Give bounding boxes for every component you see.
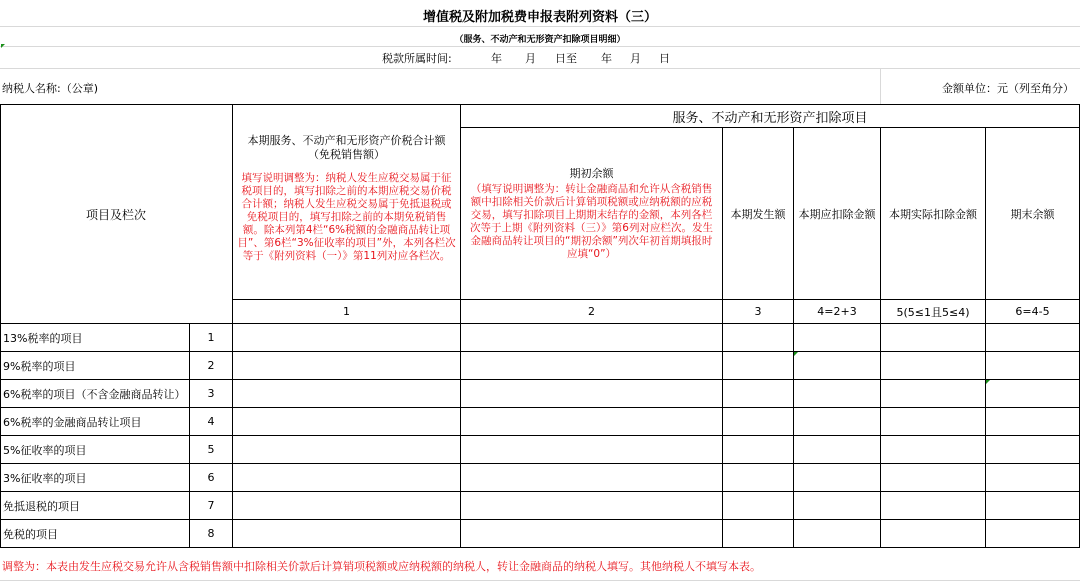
header-col2-title: 期初余额: [569, 167, 614, 180]
period-year1: 年: [491, 52, 502, 65]
period-month2: 月: [630, 52, 641, 65]
row-number: 1: [207, 331, 215, 344]
row-label: 13%税率的项目: [3, 331, 83, 345]
row-label: 免抵退税的项目: [3, 499, 80, 513]
col-number: 5(5≤1且5≤4): [896, 305, 970, 319]
row-label: 6%税率的项目（不含金融商品转让）: [3, 387, 186, 401]
amount-unit-label: 金额单位：元（列至角分）: [942, 82, 1074, 95]
row-number: 2: [207, 359, 215, 372]
cell-comment-marker: [794, 352, 798, 356]
header-group-deduction-items: 服务、不动产和无形资产扣除项目: [672, 110, 868, 126]
row-number: 5: [207, 443, 215, 456]
row-label: 免税的项目: [3, 527, 58, 541]
header-item-and-line: 项目及栏次: [85, 207, 146, 222]
col-number: 3: [754, 305, 762, 318]
footer-note: 调整为：本表由发生应税交易允许从含税销售额中扣除相关价款后计算销项税额或应纳税额的纳税人，转让金融商品的纳税人填写。其他纳税人不填写本表。: [2, 560, 761, 573]
col-number: 6=4-5: [1015, 305, 1050, 318]
period-label: 税款所属时间:: [382, 52, 452, 65]
header-col1-title: 本期服务、不动产和无形资产价税合计额（免税销售额）: [247, 134, 446, 161]
row-label: 3%征收率的项目: [3, 471, 87, 485]
row-label: 5%征收率的项目: [3, 443, 87, 457]
cell-comment-marker: [986, 380, 990, 384]
period-year2: 年: [601, 52, 612, 65]
form-subtitle: （服务、不动产和无形资产扣除项目明细）: [454, 35, 626, 45]
taxpayer-name-label: 纳税人名称:（公章): [2, 82, 98, 95]
col-number: 2: [588, 305, 595, 318]
col-number: 1: [343, 305, 350, 318]
header-col3: 本期发生额: [730, 207, 786, 221]
row-number: 3: [207, 387, 215, 400]
period-month1: 月: [525, 52, 536, 65]
row-label: 9%税率的项目: [3, 359, 76, 373]
row-number: 7: [207, 499, 215, 512]
form-title: 增值税及附加税费申报表附列资料（三）: [422, 10, 657, 25]
cell-comment-marker: [1, 44, 5, 48]
row-label: 6%税率的金融商品转让项目: [3, 415, 142, 429]
row-number: 8: [207, 527, 215, 540]
row-number: 6: [207, 471, 215, 484]
header-col6: 期末余额: [1010, 207, 1055, 221]
row-number: 4: [207, 415, 215, 428]
header-col2-note: （填写说明调整为：转让金融商品和允许从含税销售额中扣除相关价款后计算销项税额或应纳税额的应税交易，填写扣除项目上期期末结存的金额，本列各栏次等于上期《附列资料（三）》第6列对应栏次。发生金融商品转让项目的“期初余额”列次年初首期填报时应填“0”）: [470, 183, 713, 260]
header-col1-note: 填写说明调整为：纳税人发生应税交易属于征税项目的，填写扣除之前的本期应税交易价税合计额；纳税人发生应税交易属于免抵退税或免税项目的，填写扣除之前的本期免税销售额。除本列第4栏“6%税额的金融商品转让项目”、第6栏“3%征收率的项目”外，本列各栏次等于《附列资料（一）》第11列对应各栏次。: [237, 171, 456, 262]
col-number: 4=2+3: [817, 305, 857, 318]
header-col4: 本期应扣除金额: [798, 207, 876, 221]
period-day2: 日: [659, 52, 670, 65]
period-day1-to: 日至: [555, 52, 577, 65]
header-col5: 本期实际扣除金额: [889, 207, 977, 221]
